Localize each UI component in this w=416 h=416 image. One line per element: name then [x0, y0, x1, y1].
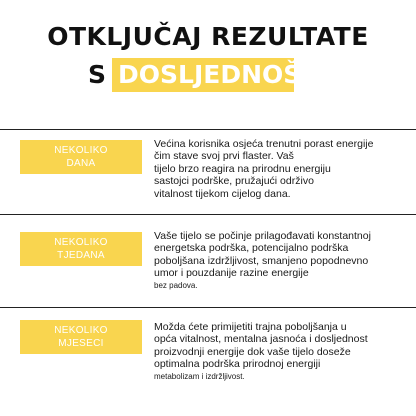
description-line: umor i pouzdanije razine energije [154, 267, 309, 280]
badge-line: MJESECI [58, 338, 104, 349]
subtitle-prefix: S [88, 60, 107, 89]
badge-weeks [20, 232, 142, 266]
description-line: optimalna podrška prirodnoj energiji [154, 358, 321, 371]
description-line: tijelo brzo reagira na prirodnu energiju [154, 162, 331, 175]
divider [0, 307, 416, 308]
page-subtitle [88, 58, 340, 92]
description-line: sastojci podrške, pružajući održivo [154, 175, 314, 188]
description-line: poboljšana izdržljivost, smanjeno popodnevno [154, 254, 369, 267]
badge-line: DANA [66, 158, 96, 169]
description-line: vitalnost tijekom cijelog dana. [154, 187, 291, 200]
badge-months [20, 320, 142, 354]
divider [0, 129, 416, 130]
badge-days [20, 140, 142, 174]
description-line: Možda ćete primijetiti trajna poboljšanja u [154, 321, 347, 333]
badge-line: NEKOLIKO [54, 325, 108, 336]
subtitle-highlight: DOSLJEDNOŠĆU [112, 58, 294, 92]
description-line: čim stave svoj prvi flaster. Vaš [154, 150, 294, 163]
page-title: OTKLJUČAJ REZULTATE [47, 22, 369, 51]
badge-line: NEKOLIKO [54, 237, 108, 248]
description-line: Većina korisnika osjeća trenutni porast energije [154, 138, 374, 150]
section-description [154, 230, 404, 291]
description-line: proizvodnji energije dok vaše tijelo doseže [154, 345, 351, 358]
badge-line: NEKOLIKO [54, 145, 108, 156]
divider [0, 214, 416, 215]
description-line: metabolizam i izdržljivost. [154, 371, 245, 381]
section-description [154, 321, 404, 382]
badge-line: TJEDANA [57, 250, 105, 261]
section-description [154, 138, 404, 200]
description-line: opća vitalnost, mentalna jasnoća i dosljednost [154, 333, 368, 346]
description-line: energetska podrška, potencijalno podrška [154, 242, 349, 255]
description-line: Vaše tijelo se počinje prilagođavati konstantnoj [154, 230, 371, 242]
description-line: bez padova. [154, 280, 198, 290]
